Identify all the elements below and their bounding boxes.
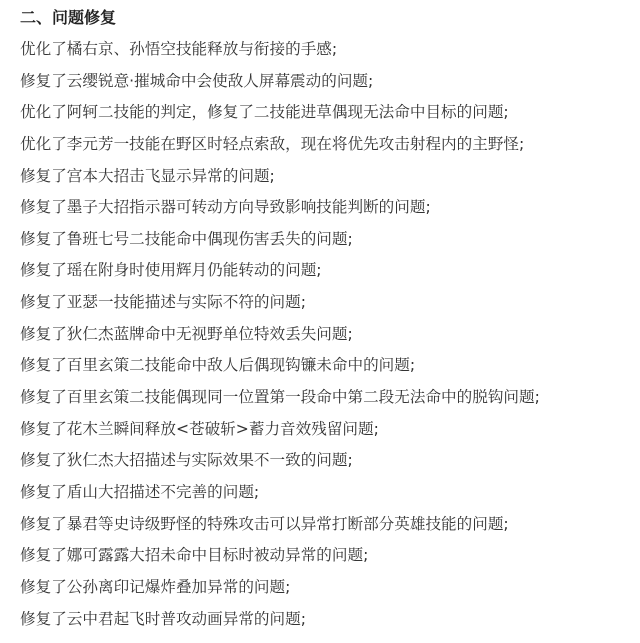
note-item: 优化了李元芳一技能在野区时轻点索敌，现在将优先攻击射程内的主野怪; [20,134,525,153]
note-item: 修复了暴君等史诗级野怪的特殊攻击可以异常打断部分英雄技能的问题; [20,514,509,533]
note-item: 修复了宫本大招击飞显示异常的问题; [20,166,275,185]
note-item: 修复了云缨锐意·摧城命中会使敌人屏幕震动的问题; [20,71,374,90]
note-item: 修复了瑶在附身时使用辉月仍能转动的问题; [20,261,322,280]
note-item: 修复了盾山大招描述不完善的问题; [20,482,260,501]
note-item: 修复了云中君起飞时普攻动画异常的问题; [20,609,306,628]
note-item: 优化了橘右京、孙悟空技能释放与衔接的手感; [20,40,338,58]
note-item: 修复了娜可露露大招未命中目标时被动异常的问题; [20,546,369,565]
note-item: 修复了百里玄策二技能命中敌人后偶现钩镰未命中的问题; [20,356,416,375]
note-item: 修复了墨子大招指示器可转动方向导致影响技能判断的问题; [20,198,431,217]
note-item: 修复了亚瑟一技能描述与实际不符的问题; [20,293,306,312]
note-item: 修复了公孙离印记爆炸叠加异常的问题; [20,577,291,596]
section-title: 二、问题修复 [20,8,117,27]
fix-notes-list [20,35,540,636]
note-item: 修复了鲁班七号二技能命中偶现伤害丢失的问题; [20,229,353,248]
note-item: 优化了阿轲二技能的判定，修复了二技能进草偶现无法命中目标的问题; [20,103,509,122]
note-item: 修复了狄仁杰蓝牌命中无视野单位特效丢失问题; [20,324,353,343]
note-item: 修复了百里玄策二技能偶现同一位置第一段命中第二段无法命中的脱钩问题; [20,388,540,407]
note-item: 修复了花木兰瞬间释放<苍破斩>蓄力音效残留问题; [20,419,379,438]
note-item: 修复了狄仁杰大招描述与实际效果不一致的问题; [20,451,353,470]
